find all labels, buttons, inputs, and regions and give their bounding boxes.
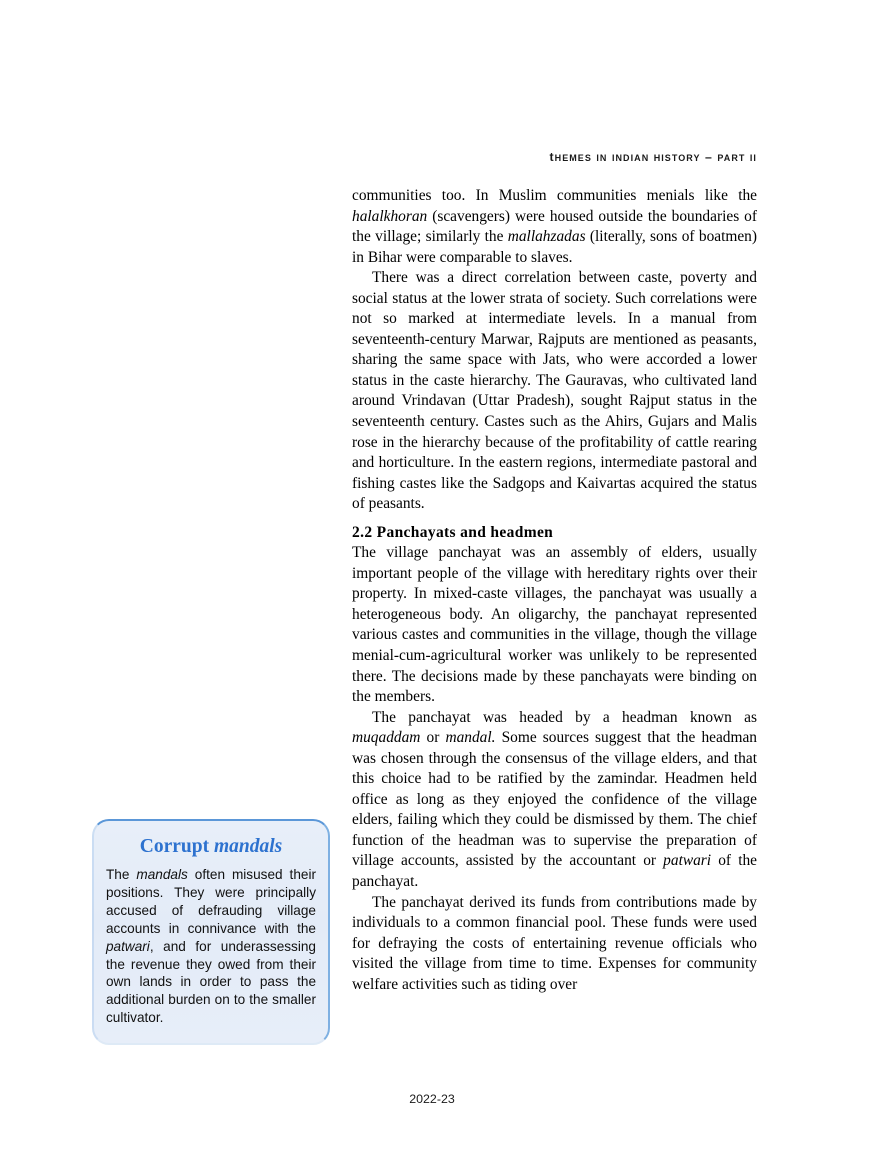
sidebar-callout-body: The mandals often misused their positions. They were principally accused of defrauding village accounts in connivance with the patwari, and for underassessing the revenue they owed from their own lands in order to pass the additional burden on to the smaller cultivator.	[106, 867, 316, 1026]
main-text-column	[352, 186, 757, 995]
sidebar-callout-title-plain: Corrupt	[139, 836, 214, 857]
sidebar-callout-title-italic: mandals	[213, 836, 283, 857]
paragraph-headman: The panchayat was headed by a headman known as muqaddam or mandal. Some sources suggest that the headman was chosen through the consensus of the village elders, and that this choice had to be ratified by the zamindar. Headmen held office as long as they enjoyed the confidence of the village elders, failing which they could be dismissed by them. The chief function of the headman was to supervise the preparation of village accounts, assisted by the accountant or patwari of the panchayat.	[352, 708, 757, 890]
sidebar-callout-title	[106, 835, 316, 859]
sidebar-callout-corrupt-mandals	[92, 819, 330, 1045]
page-footer-year: 2022-23	[409, 1092, 455, 1106]
section-heading-2-2: 2.2 Panchayats and headmen	[352, 523, 554, 541]
paragraph-caste-correlation: There was a direct correlation between caste, poverty and social status at the lower strata of society. Such correlations were not so marked at intermediate levels. In a manual from seventeenth-century Marwar, Rajputs are mentioned as peasants, sharing the same space with Jats, who were accorded a lower status in the caste hierarchy. The Gauravas, who cultivated land around Vrindavan (Uttar Pradesh), sought Rajput status in the seventeenth century. Castes such as the Ahirs, Gujars and Malis rose in the hierarchy because of the profitability of cattle rearing and horticulture. In the eastern regions, intermediate pastoral and fishing castes like the Sadgops and Kaivartas acquired the status of peasants.	[352, 269, 757, 513]
paragraph-panchayat-assembly: The village panchayat was an assembly of elders, usually important people of the village with hereditary rights over their property. In mixed-caste villages, the panchayat was usually a heterogeneous body. An oligarchy, the panchayat represented various castes and communities in the village, though the village menial-cum-agricultural worker was unlikely to be represented there. The decisions made by these panchayats were binding on the members.	[352, 544, 757, 706]
paragraph-panchayat-funds: The panchayat derived its funds from contributions made by individuals to a common financial pool. These funds were used for defraying the costs of entertaining revenue officials who visited the village from time to time. Expenses for community welfare activities such as tiding over	[352, 893, 757, 993]
paragraph-communities: communities too. In Muslim communities menials like the halalkhoran (scavengers) were housed outside the boundaries of the village; similarly the mallahzadas (literally, sons of boatmen) in Bihar were comparable to slaves.	[352, 187, 757, 266]
running-header: themes in indian history – part ii	[549, 150, 757, 164]
